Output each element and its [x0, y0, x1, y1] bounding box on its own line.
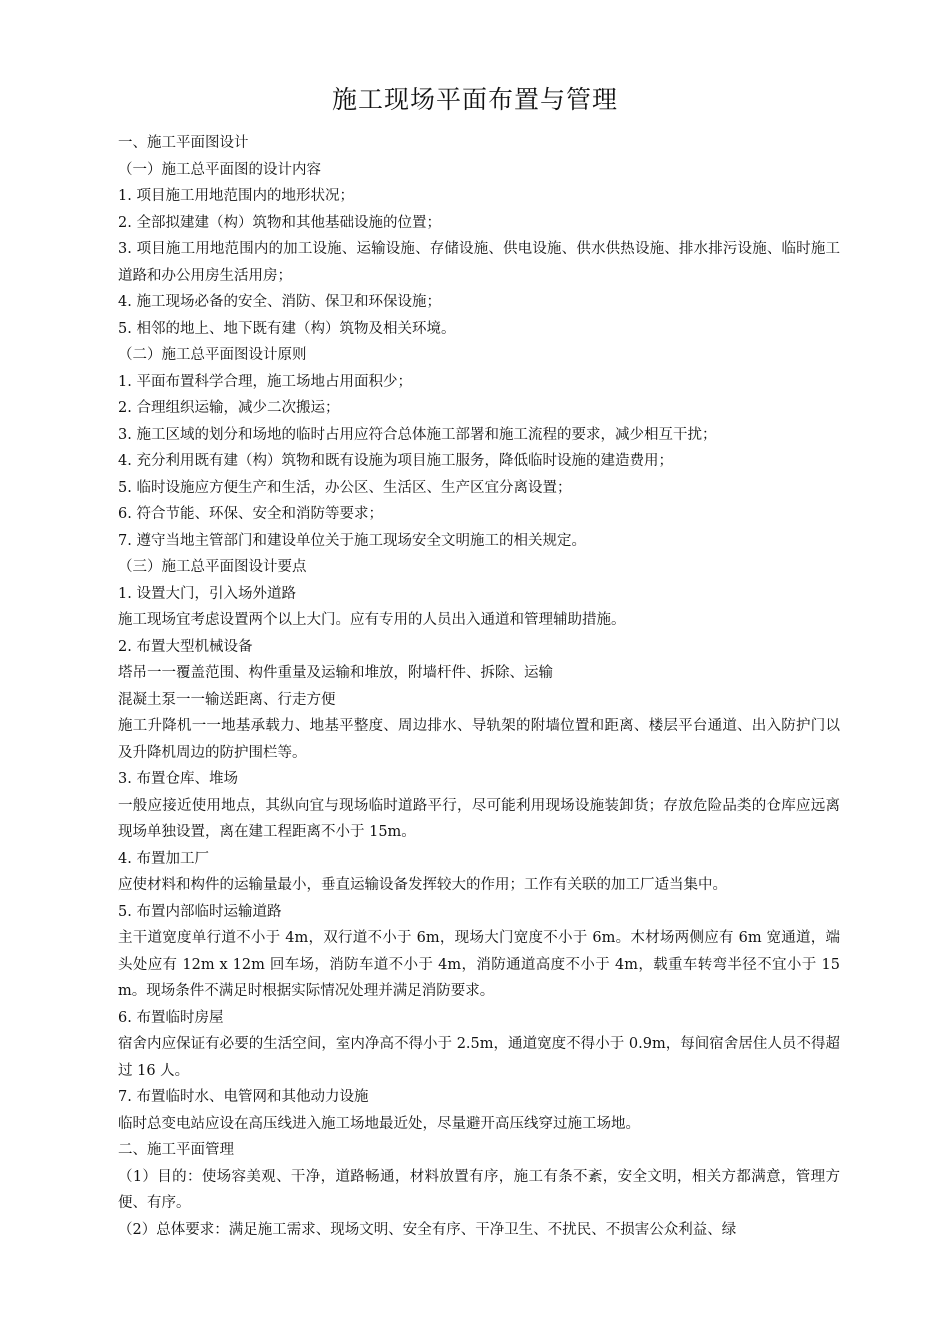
point-heading: 5. 布置内部临时运输道路	[118, 903, 282, 920]
point-heading: 7. 布置临时水、电管网和其他动力设施	[118, 1089, 369, 1105]
list-item: 2. 全部拟建建（构）筑物和其他基础设施的位置；	[118, 214, 441, 231]
paragraph: 混凝土泵一一输送距离、行走方便	[118, 691, 336, 708]
subsection-heading: （三）施工总平面图设计要点	[118, 559, 307, 575]
list-item: 5. 相邻的地上、地下既有建（构）筑物及相关环境。	[118, 320, 456, 337]
paragraph: 塔吊一一覆盖范围、构件重量及运输和堆放，附墙杆件、拆除、运输	[118, 665, 553, 681]
paragraph: （1）目的：使场容美观、干净，道路畅通，材料放置有序，施工有条不紊，安全文明，相关方都满意，管理方便、有序。	[118, 1168, 840, 1211]
paragraph: 临时总变电站应设在高压线进入施工场地最近处，尽量避开高压线穿过施工场地。	[118, 1115, 640, 1132]
list-item: 3. 项目施工用地范围内的加工设施、运输设施、存储设施、供电设施、供水供热设施、排水排污设施、临时施工道路和办公用房生活用房；	[118, 241, 840, 284]
subsection-heading: （二）施工总平面图设计原则	[118, 347, 307, 363]
list-item: 4. 施工现场必备的安全、消防、保卫和环保设施；	[118, 294, 441, 310]
document-body	[118, 130, 840, 1243]
list-item: 7. 遵守当地主管部门和建设单位关于施工现场安全文明施工的相关规定。	[118, 532, 586, 549]
list-item: 2. 合理组织运输，减少二次搬运；	[118, 400, 340, 416]
list-item: 4. 充分利用既有建（构）筑物和既有设施为项目施工服务，降低临时设施的建造费用；	[118, 453, 673, 469]
point-heading: 2. 布置大型机械设备	[118, 638, 253, 655]
list-item: 1. 平面布置科学合理，施工场地占用面积少；	[118, 373, 412, 390]
list-item: 6. 符合节能、环保、安全和消防等要求；	[118, 506, 383, 522]
point-heading: 4. 布置加工厂	[118, 850, 209, 867]
paragraph: （2）总体要求：满足施工需求、现场文明、安全有序、干净卫生、不扰民、不损害公众利益、绿	[118, 1221, 737, 1238]
paragraph: 主干道宽度单行道不小于 4m，双行道不小于 6m，现场大门宽度不小于 6m。木材场两侧应有 6m 宽通道，端头处应有 12m x 12m 回车场，消防车道不小于 4m，消防通道高度不小于 4m，载重车转弯半径不宜小于 15m。现场条件不满足时根据实际情况处理并满足消防要求。	[118, 930, 840, 999]
paragraph: 宿舍内应保证有必要的生活空间，室内净高不得小于 2.5m，通道宽度不得小于 0.9m，每间宿舍居住人员不得超过 16 人。	[118, 1036, 840, 1079]
document-title: 施工现场平面布置与管理	[331, 85, 618, 114]
point-heading: 3. 布置仓库、堆场	[118, 771, 238, 787]
list-item: 3. 施工区域的划分和场地的临时占用应符合总体施工部署和施工流程的要求，减少相互干扰；	[118, 426, 717, 443]
section-heading: 二、施工平面管理	[118, 1142, 234, 1158]
list-item: 1. 项目施工用地范围内的地形状况；	[118, 188, 354, 204]
paragraph: 应使材料和构件的运输量最小，垂直运输设备发挥较大的作用；工作有关联的加工厂适当集中。	[118, 877, 727, 893]
paragraph: 一般应接近使用地点，其纵向宜与现场临时道路平行，尽可能利用现场设施装卸货；存放危险品类的仓库应远离现场单独设置，离在建工程距离不小于 15m。	[118, 797, 840, 840]
paragraph: 施工升降机一一地基承载力、地基平整度、周边排水、导轨架的附墙位置和距离、楼层平台通道、出入防护门以及升降机周边的防护围栏等。	[118, 718, 840, 761]
list-item: 5. 临时设施应方便生产和生活，办公区、生活区、生产区宜分离设置；	[118, 479, 572, 496]
point-heading: 6. 布置临时房屋	[118, 1009, 224, 1026]
subsection-heading: （一）施工总平面图的设计内容	[118, 161, 321, 178]
paragraph: 施工现场宜考虑设置两个以上大门。应有专用的人员出入通道和管理辅助措施。	[118, 612, 626, 628]
section-heading: 一、施工平面图设计	[118, 135, 249, 151]
point-heading: 1. 设置大门，引入场外道路	[118, 585, 296, 602]
